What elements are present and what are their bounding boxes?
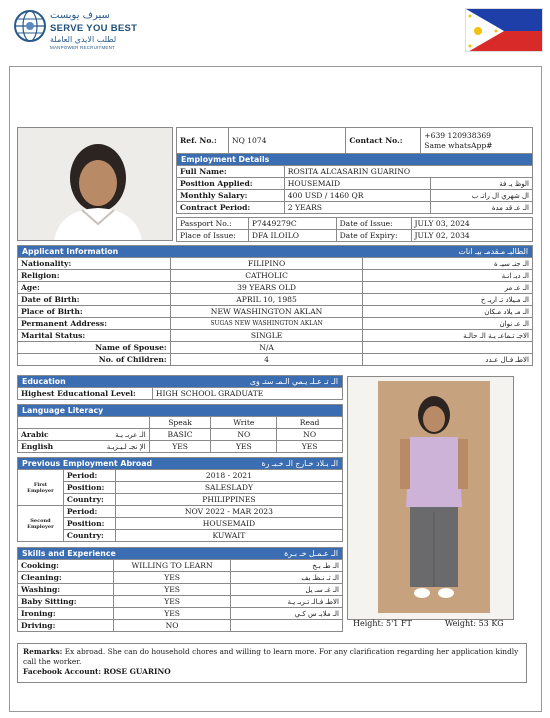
english-speak-value: YES [149,441,211,453]
ref-no-label: Ref. No.: [177,128,229,154]
permanent-address-arabic: الـ عـ نوان [363,318,533,330]
logo-arabic-text: سيرف يوبست [50,10,110,21]
education-title: Education [22,377,66,386]
monthly-salary-value: 400 USD / 1460 QR [284,190,431,202]
logo-arabic-subtext: لطلب الايدي العاملة [50,35,117,44]
age-value: 39 YEARS OLD [170,282,363,294]
write-column-header: Write [211,417,277,429]
english-write-value: YES [211,441,277,453]
cooking-value: WILLING TO LEARN [113,560,231,572]
previous-employment-header [18,458,343,470]
skills-experience-header [18,548,343,560]
ironing-value: YES [113,608,231,620]
position-applied-value: HOUSEMAID [284,178,431,190]
first-country-value: PHILIPPINES [115,494,342,506]
first-period-value: 2018 - 2021 [115,470,342,482]
washing-label: Washing: [18,584,114,596]
height-value: 5'1 FT [386,619,412,628]
company-logo [12,8,162,54]
second-country-value: KUWAIT [115,530,342,542]
contact-no-label: Contact No.: [346,128,421,154]
english-read-value: YES [277,441,343,453]
applicant-information-title: Applicant Information [22,247,119,256]
no-of-children-arabic: الاطـ فـال عـدد [363,354,533,366]
place-of-issue-label: Place of Issue: [177,230,249,242]
logo-english-subtext: MANPOWER RECRUITMENT [50,45,115,50]
logo-english-text: SERVE YOU BEST [50,23,138,34]
date-of-birth-label: Date of Birth: [18,294,171,306]
ironing-label: Ironing: [18,608,114,620]
employment-details-table [176,153,533,214]
first-employer-label: First Employer [18,470,64,506]
place-of-birth-arabic: الـ مـ يلاد مـكان [363,306,533,318]
first-position-label: Position: [63,482,115,494]
cleaning-arabic: الـ تـ نـظـ يف [231,572,343,584]
full-name-value: ROSITA ALCASARIN GUARINO [284,166,532,178]
driving-arabic [231,620,343,632]
weight-label: Weight: [445,619,477,628]
contact-whatsapp: Same whatsApp# [424,140,493,150]
passport-no-label: Passport No.: [177,218,249,230]
language-literacy-table [17,404,343,453]
facebook-label: Facebook Account: [23,667,102,676]
nationality-value: FILIPINO [170,258,363,270]
contract-period-label: Contract Period: [177,202,285,214]
education-header [18,376,343,388]
ref-no-value: NQ 1074 [228,128,345,154]
contract-period-arabic: الـ عـ قد مدة [431,202,533,214]
baby-sitting-value: YES [113,596,231,608]
facebook-value: ROSE GUARINO [103,667,171,676]
applicant-information-table [17,245,533,366]
remarks-label: Remarks: [23,647,63,656]
language-blank-cell [18,417,150,429]
religion-value: CATHOLIC [170,270,363,282]
height-label: Height: [353,619,384,628]
second-position-label: Position: [63,518,115,530]
permanent-address-label: Permanent Address: [18,318,171,330]
marital-status-arabic: الاجـ تـماعـ يـة الـ حالـة [363,330,533,342]
skills-experience-table [17,547,343,632]
applicant-information-header [18,246,533,258]
nationality-arabic: الـ جنـ سيـ ة [363,258,533,270]
name-of-spouse-label: Name of Spouse: [18,342,171,354]
marital-status-label: Marital Status: [18,330,171,342]
monthly-salary-label: Monthly Salary: [177,190,285,202]
applicant-portrait-photo [17,127,173,241]
skills-experience-title-arabic: الـ عـمـل خـ بـرة [284,549,338,558]
second-period-label: Period: [63,506,115,518]
arabic-language-label: Arabic [18,429,64,441]
previous-employment-title: Previous Employment Abroad [22,459,153,468]
remarks-box [17,643,527,683]
marital-status-value: SINGLE [170,330,363,342]
religion-arabic: الـ ديـ انـة [363,270,533,282]
second-employer-label: Second Employer [18,506,64,542]
place-of-birth-value: NEW WASHINGTON AKLAN [170,306,363,318]
second-country-label: Country: [63,530,115,542]
highest-education-label: Highest Educational Level: [18,388,153,400]
washing-value: YES [113,584,231,596]
name-of-spouse-value: N/A [170,342,363,354]
cleaning-label: Cleaning: [18,572,114,584]
applicant-information-title-arabic: الطالبـ مـقدمـ بيـ انات [458,247,528,256]
applicant-full-body-photo [347,376,514,620]
arabic-speak-value: BASIC [149,429,211,441]
language-literacy-header: Language Literacy [18,405,343,417]
weight-value: 53 KG [478,619,504,628]
speak-column-header: Speak [149,417,211,429]
facebook-line [23,667,521,677]
first-country-label: Country: [63,494,115,506]
passport-table [176,217,533,242]
contact-no-value [421,128,533,154]
no-of-children-label: No. of Children: [18,354,171,366]
previous-employment-table [17,457,343,542]
religion-label: Religion: [18,270,171,282]
arabic-read-value: NO [277,429,343,441]
weight-measurement [445,619,504,628]
baby-sitting-label: Baby Sitting: [18,596,114,608]
washing-arabic: الـ غـ سـ يل [231,584,343,596]
no-of-children-value: 4 [170,354,363,366]
date-of-birth-value: APRIL 10, 1985 [170,294,363,306]
name-of-spouse-arabic [363,342,533,354]
passport-no-value: P7449279C [248,218,336,230]
position-applied-label: Position Applied: [177,178,285,190]
globe-logo-icon [12,8,48,44]
second-period-value: NOV 2022 - MAR 2023 [115,506,342,518]
age-arabic: الـ عـ مر [363,282,533,294]
place-of-issue-value: DFA ILOILO [248,230,336,242]
employment-details-header: Employment Details [177,154,533,166]
cooking-label: Cooking: [18,560,114,572]
english-language-arabic: الإ نجـ لـيـزيـة [63,441,149,453]
remarks-text: Ex abroad. She can do household chores and willing to learn more. For any clarification regarding her application kindly call the worker. [23,647,519,666]
philippines-flag-icon [465,8,543,52]
arabic-write-value: NO [211,429,277,441]
contract-period-value: 2 YEARS [284,202,431,214]
arabic-language-arabic: الـ عربـ يـة [63,429,149,441]
remarks-line [23,647,521,667]
baby-sitting-arabic: الاطـ فـالـ تـربـ يـة [231,596,343,608]
first-period-label: Period: [63,470,115,482]
read-column-header: Read [277,417,343,429]
highest-education-value: HIGH SCHOOL GRADUATE [152,388,342,400]
age-label: Age: [18,282,171,294]
height-measurement [353,619,412,628]
skills-experience-title: Skills and Experience [22,549,116,558]
ironing-arabic: الـ ملابـ س كـي [231,608,343,620]
english-language-label: English [18,441,64,453]
second-position-value: HOUSEMAID [115,518,342,530]
full-name-label: Full Name: [177,166,285,178]
monthly-salary-arabic: ال شهري ال راتـ ب [431,190,533,202]
place-of-birth-label: Place of Birth: [18,306,171,318]
driving-label: Driving: [18,620,114,632]
date-of-birth-arabic: الـ مـيلاد تـ اريـ خ [363,294,533,306]
date-of-expiry-value: JULY 02, 2034 [411,230,533,242]
education-table [17,375,343,400]
driving-value: NO [113,620,231,632]
permanent-address-value: SUGAS NEW WASHINGTON AKLAN [170,318,363,330]
cleaning-value: YES [113,572,231,584]
date-of-issue-label: Date of Issue: [336,218,411,230]
contact-phone: +639 120938369 [424,130,492,140]
first-position-value: SALESLADY [115,482,342,494]
date-of-expiry-label: Date of Expiry: [336,230,411,242]
position-applied-arabic: الوظ يـ فة [431,178,533,190]
date-of-issue-value: JULY 03, 2024 [411,218,533,230]
cooking-arabic: الـ طـ بـخ [231,560,343,572]
nationality-label: Nationality: [18,258,171,270]
reference-table [176,127,533,154]
education-title-arabic: الـ تـ عـلـ يـمي الـمـ ستـ وى [249,377,338,386]
previous-employment-title-arabic: الـ بـلاد خـارج الـ خـبـ رة [261,459,338,468]
